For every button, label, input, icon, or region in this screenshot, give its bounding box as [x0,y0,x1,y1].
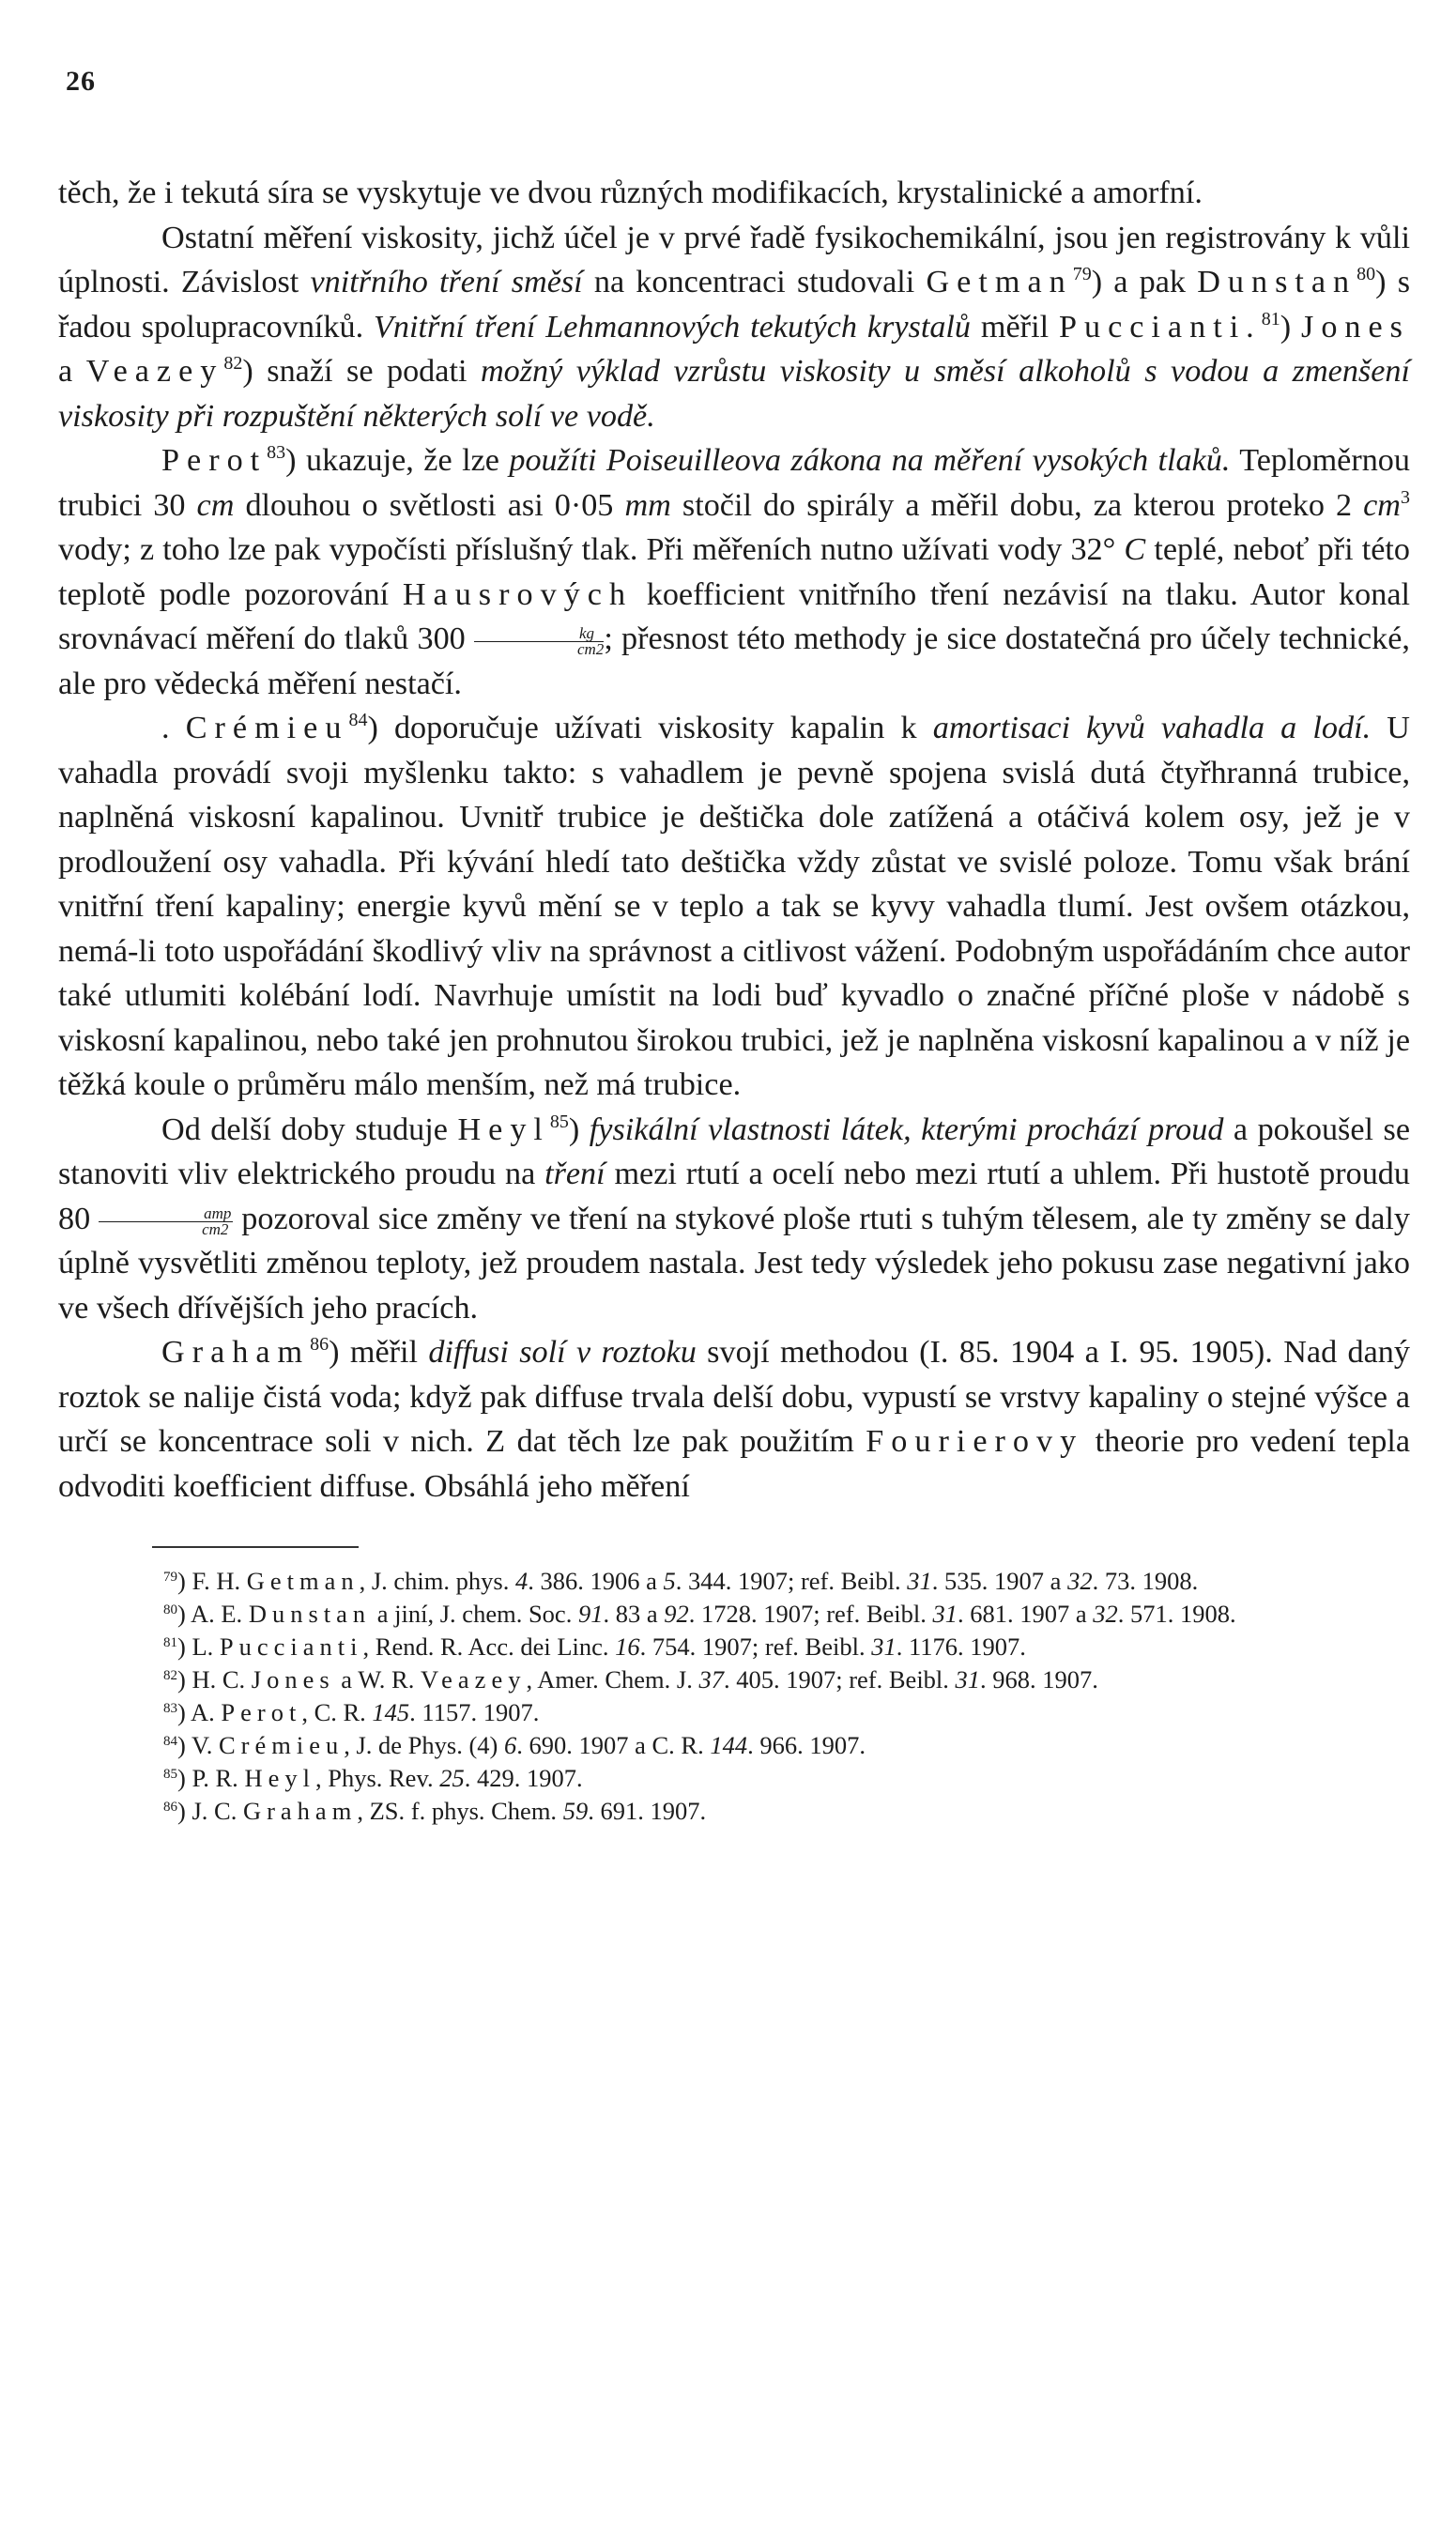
text-run: . 429. 1907. [464,1764,583,1792]
text-run: ) měřil [329,1335,429,1370]
paragraph [58,216,1410,439]
footnote-ref: 84 [348,710,368,730]
document-page [58,66,1410,1828]
author-name: Puccianti. [1058,309,1262,345]
footnote-ref: 80 [1356,264,1376,284]
author-name: Getman [246,1567,360,1595]
text-run: ; přesnost této methody je sice dostatečná pro účely technické, ale pro vědecká měření nestačí. [58,621,1410,701]
emphasis-text: 37 [698,1665,724,1694]
footnote-ref: 83 [163,1701,177,1716]
author-name: Jones [1301,309,1410,345]
paragraph [58,1108,1410,1331]
paragraph [58,706,1410,1108]
text-run: ) P. R. [177,1764,245,1792]
author-name: Perot [221,1698,302,1726]
text-run: ) [1280,309,1302,345]
text-run: Teploměrnou trubici 30 [58,443,1410,523]
text-run: . 386. 1906 a [528,1567,664,1595]
footnote-ref: 82 [163,1668,177,1683]
text-run: na koncentraci studovali [582,265,927,299]
text-run: a W. R. [334,1665,421,1694]
author-name: Jones [251,1665,335,1694]
text-run: , J. chim. phys. [359,1567,515,1595]
text-run: . 754. 1907; ref. Beibl. [639,1632,872,1661]
page-number: 26 [66,66,96,97]
emphasis-text: tření [544,1157,605,1191]
text-run: ) J. C. [177,1797,243,1825]
author-name: Hausrových [402,576,634,612]
text-run: mezi rtutí a ocelí nebo mezi rtutí a uhlem. Při hustotě proudu 80 [58,1157,1410,1236]
author-name: Puccianti [219,1632,363,1661]
footnote-ref: 82 [223,353,243,374]
text-run: ) s řadou spolupracovníků. [58,265,1411,345]
emphasis-text: cm [1363,487,1401,523]
emphasis-text: Vnitřní tření Lehmannových tekutých krystalů [374,309,972,345]
author-name: Graham [242,1797,358,1825]
text-run: a jiní, J. chem. Soc. [371,1600,578,1628]
footnote [58,1729,1410,1762]
text-run: . 83 a [603,1600,665,1628]
text-run: Ostatní měření viskosity, jichž účel je v prvé řadě fysikochemikální, jsou jen registrovány k vůli úplnosti. Závislost [58,220,1410,299]
emphasis-text: 32 [1067,1567,1093,1595]
text-run: ) [568,1111,590,1147]
paragraph [58,171,1410,216]
text-run: . 681. 1907 a [958,1600,1094,1628]
text-run: theorie pro vedení tepla odvoditi koefficient diffuse. Obsáhlá jeho měření [58,1424,1410,1504]
text-run: ) H. C. [177,1665,252,1694]
footnote [58,1795,1410,1828]
emphasis-text: 31 [907,1567,932,1595]
footnote [58,1663,1410,1696]
paragraph [58,438,1410,706]
text-run: ) snaží se podati [242,354,481,389]
text-run: . 571. 1908. [1117,1600,1236,1628]
text-run: ) V. [177,1731,219,1759]
author-name: Heyl [244,1764,315,1792]
footnote [58,1565,1410,1598]
footnote [58,1762,1410,1795]
text-run: svojí methodou (I. 85. 1904 a I. 95. 1905). Nad daný roztok se nalije čistá voda; když pak diffuse trvala delší dobu, vypustí se vrstvy kapaliny o stejné výšce a určí se koncentrace soli v nich. Z dat těch lze pak použitím [58,1335,1410,1459]
text-run: ) doporučuje užívati viskosity kapalin k [367,711,933,745]
emphasis-text: 32 [1093,1600,1118,1628]
text-run: . 1176. 1907. [896,1632,1026,1661]
footnote-ref: 83 [267,442,286,463]
author-name: Graham [161,1335,311,1370]
text-run: ) L. [177,1632,220,1661]
footnote-ref: 86 [310,1334,330,1355]
emphasis-text: mm [624,487,671,523]
author-name: Crémieu [218,1731,345,1759]
emphasis-text: možný výklad vzrůstu viskosity u směsí alkoholů s vodou a zmenšení viskosity při rozpuštění některých solí ve vodě. [58,354,1410,434]
text-run: U vahadla provádí svoji myšlenku takto: s vahadlem je pevně spojena svislá dutá čtyřhranná trubice, naplněná viskosní kapalinou. Uvnitř trubice je deštička dole zatížená a otáčivá kolem osy, jež je v prodloužení osy vahadla. Při kývání hledí tato deštička vždy zůstat ve svislé poloze. Tomu však brání vnitřní tření kapaliny; energie kyvů mění se v teplo a tak se kyvy vahadla tlumí. Jest ovšem otázkou, nemá-li toto uspořádání škodlivý vliv na správnost a citlivost vážení. Podobným uspořádáním chce autor také utlumiti kolébání lodí. Navrhuje umístit na lodi buď kyvadlo o značné příčné ploše v nádobě s viskosní kapalinou, nebo také jen prohnutou širokou trubici, jež je naplněna viskosní kapalinou a v níž je těžká koule o průměru málo menším, než má trubice. [58,711,1410,1102]
emphasis-text: 4 [514,1567,529,1595]
footnote-ref: 81 [163,1635,177,1650]
author-name: Getman [926,265,1073,299]
footnote-separator [152,1546,359,1548]
text-run: . 691. 1907. [588,1797,707,1825]
emphasis-text: použíti Poiseuilleova zákona na měření vysokých tlaků. [509,443,1231,478]
text-run: měřil [971,309,1059,345]
text-run: , ZS. f. phys. Chem. [357,1797,563,1825]
emphasis-text: fysikální vlastnosti látek, kterými prochází proud [589,1111,1224,1147]
text-run: . 968. 1907. [980,1665,1098,1694]
text-run: . 690. 1907 a C. R. [516,1731,711,1759]
text-run: . 1728. 1907; ref. Beibl. [688,1600,933,1628]
text-run: . [161,711,186,745]
text-run: stočil do spirály a měřil dobu, za kterou proteko 2 [670,487,1364,523]
footnote [58,1598,1410,1631]
text-run: , Phys. Rev. [314,1764,440,1792]
text-run: . 1157. 1907. [409,1698,540,1726]
footnote-ref: 3 [1401,486,1410,508]
text-run: ) A. [177,1698,222,1726]
emphasis-text: 16 [615,1632,640,1661]
text-run: pozoroval sice změny ve tření na stykové ploše rtuti s tuhým tělesem, ale ty změny se daly úplně vysvětliti změnou teploty, jež proudem nastala. Jest tedy výsledek jeho pokusu zase negativní jako ve všech dřívějších jeho pracích. [58,1201,1411,1326]
emphasis-text: 31 [955,1665,981,1694]
text-run: a [58,354,86,389]
text-run: ) ukazuje, že lze [285,443,510,478]
footnote-ref: 86 [163,1800,177,1815]
footnote-ref: 79 [1072,264,1092,284]
emphasis-text: vnitřního tření směsí [310,265,583,299]
text-run: ) F. H. [177,1567,247,1595]
unit-fraction: $\frac{\text{amp}}{cm2}$ [99,1206,233,1237]
text-run: . 405. 1907; ref. Beibl. [723,1665,956,1694]
author-name: Perot [161,443,268,478]
text-run: , J. de Phys. (4) [344,1731,504,1759]
text-run: koefficient vnitřního tření nezávisí na tlaku. Autor konal srovnávací měření do tlaků 300 [58,576,1410,656]
text-run: , C. R. [301,1698,373,1726]
footnote-ref: 81 [1261,308,1280,330]
text-run: teplé, neboť při této teplotě podle pozorování [58,532,1410,612]
author-name: Dunstan [248,1600,372,1628]
text-run: . 73. 1908. [1092,1567,1199,1595]
emphasis-text: 31 [932,1600,958,1628]
emphasis-text: 59 [562,1797,589,1825]
text-run: ) a pak [1091,265,1198,299]
paragraph [58,1330,1410,1509]
emphasis-text: cm [196,487,235,523]
author-name: Dunstan [1197,265,1357,299]
text-run: Od delší doby studuje [161,1111,458,1147]
footnote [58,1696,1410,1729]
text-run: , Rend. R. Acc. dei Linc. [362,1632,616,1661]
footnote-ref: 85 [163,1767,177,1782]
emphasis-text: 145 [372,1698,410,1726]
emphasis-text: 5 [663,1567,676,1595]
footnote [58,1631,1410,1663]
footnote-ref: 79 [163,1570,177,1585]
author-name: Veazey [85,354,224,389]
text-run: , Amer. Chem. J. [526,1665,699,1694]
text-run: ) A. E. [177,1600,249,1628]
author-name: Heyl [457,1111,550,1147]
footnote-ref: 85 [549,1111,569,1132]
emphasis-text: 25 [439,1764,465,1792]
text-run: . 966. 1907. [747,1731,866,1759]
emphasis-text: 91 [577,1600,604,1628]
footnote-ref: 84 [163,1734,177,1749]
author-name: Fourierovy [866,1424,1084,1459]
text-run: dlouhou o světlosti asi 0·05 [234,487,625,523]
emphasis-text: 6 [503,1731,517,1759]
unit-fraction: $\frac{kg}{cm2}$ [474,626,604,657]
text-run: těch, že i tekutá síra se vyskytuje ve dvou různých modifikacích, krystalinické a amorfní. [58,176,1203,210]
author-name: Crémieu [185,711,349,745]
text-run: . 344. 1907; ref. Beibl. [675,1567,908,1595]
emphasis-text: C [1124,532,1146,567]
emphasis-text: 144 [710,1731,748,1759]
emphasis-text: 92 [664,1600,689,1628]
text-run: vody; z toho lze pak vypočísti příslušný tlak. Při měřeních nutno užívati vody 32° [58,532,1125,567]
emphasis-text: amortisaci kyvů vahadla a lodí. [932,711,1372,745]
emphasis-text: diffusi solí v roztoku [428,1335,697,1370]
author-name: Veazey [420,1665,527,1694]
footnote-ref: 80 [163,1602,177,1617]
text-run: a pokoušel se stanoviti vliv elektrického proudu na [58,1111,1411,1191]
text-run: . 535. 1907 a [931,1567,1068,1595]
emphasis-text: 31 [871,1632,897,1661]
